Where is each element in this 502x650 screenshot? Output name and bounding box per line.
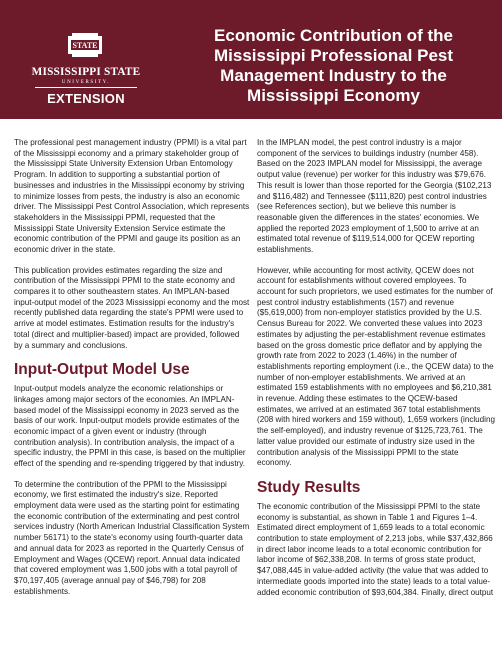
- intro-paragraph: The professional pest management industry (PPMI) is a vital part of the Mississippi economy and a primary stakeholder group of the Mississippi State University Extension Urban Entomology Program. In addition to supporting a substantial portion of businesses and industries in the Mississippi economy by striving to minimize losses from pests, the industry is also an economic driver. The Mississippi Pest Control Association, which represents stakeholders in the Mississippi PPMI, requested that the Mississippi State University Extension Service estimate the economic contribution of the PPMI and gauge its position as an economic driver in the state.: [14, 138, 250, 255]
- svg-text:STATE: STATE: [72, 41, 98, 50]
- state-shield-icon: [66, 32, 104, 58]
- page-title: [165, 20, 502, 110]
- title-line: Economic Contribution of the: [214, 26, 453, 45]
- section-heading-study-results: Study Results: [257, 478, 361, 496]
- title-line: Mississippi Economy: [247, 86, 420, 105]
- title-line: Management Industry to the: [220, 66, 447, 85]
- left-column: [14, 138, 250, 607]
- logo-university-word: UNIVERSITY.: [61, 80, 111, 85]
- header-banner: [0, 0, 502, 119]
- section-heading-input-output: Input-Output Model Use: [14, 361, 190, 379]
- title-line: Mississippi Professional Pest: [213, 46, 454, 65]
- logo-university-name: MISSISSIPPI STATE: [31, 66, 141, 78]
- results-paragraph: The economic contribution of the Mississippi PPMI to the state economy is substantial, as shown in Table 1 and Figures 1–4. Estimated direct employment of 1,659 leads to a total economic contribution to state employment of 2,213 jobs, while $37,432,866 in direct labor income leads to a total economic contribution for labor income of $62,338,208. In terms of gross state product, $47,088,445 in value-added activity (the value that was added to intermediate goods imported into the state) leads to a total value-added economic contribution of $93,604,384. Finally, direct output: [257, 501, 494, 597]
- logo-divider: [35, 87, 137, 88]
- model-paragraph: Input-output models analyze the economic relationships or linkages among major sectors of the economies. An IMPLAN-based model of the Mississippi economy in 2023 served as the basis of our work. Input-output models provide estimates of the economic impact of a given event or industry (through contribution analysis). In contribution analysis, the impact of a specific industry, the PPMI in this case, is based on the multiplier effect of the spending and re-spending triggered by that industry.: [14, 384, 246, 469]
- logo-extension: EXTENSION: [47, 91, 125, 106]
- overview-paragraph: This publication provides estimates regarding the size and contribution of the Mississippi PPMI to the state economy and compares it to other southeastern states. An IMPLAN-based input-output model of the 2023 Mississippi economy and the most recently published data regarding the state's PPMI were used to arrive at model estimates. Estimation results for the industry's total (direct and multiplier-based) impact are provided, followed by a summary and conclusions.: [14, 265, 250, 350]
- right-column: [257, 138, 495, 608]
- nonemployer-paragraph: However, while accounting for most activity, QCEW does not account for establishments without covered employees. To account for such proprietors, we used estimates for the number of pest control industry establishments (157) and revenue ($5,619,000) from non-employer statistics provided by the U.S. Census Bureau for 2022. We converted these values into 2023 estimates by adjusting the per-establishment revenue estimates based on the gross domestic price deflator and by applying the growth rate from 2022 to 2023 (1.46%) in the number of establishments reporting employment (i.e., the QCEW data) to the number of non-employer establishments. We arrived at an estimated 159 establishments with no employees and $6,210,381 in revenue. Adding these estimates to the QCEW-based estimates, we arrived at an estimated 367 total establishments (208 with hired workers and 159 without), 1,659 workers (including the self-employed), and industry revenue of $125,723,761. The latter value provided our estimate of industry size used in the contribution analysis of the Mississippi PPMI to the state economy.: [257, 265, 495, 468]
- implan-paragraph: In the IMPLAN model, the pest control industry is a major component of the services to buildings industry (number 458). Based on the 2023 IMPLAN model for Mississippi, the average output value (revenue) per worker for this industry was $79,676. This result is lower than those reported for the Georgia ($102,213 and $116,482) and Tennessee ($111,820) pest control industries (see References section), but we believe this number is reasonable given the differences in the states' economies. We applied the reported 2023 employment of 1,500 to arrive at an estimated total revenue of $119,514,000 for QCEW reporting establishments.: [257, 138, 492, 255]
- msu-extension-logo[interactable]: [29, 30, 143, 108]
- industry-size-paragraph: To determine the contribution of the PPMI to the Mississippi economy, we first estimated the industry's size. Reported employment data were used as the starting point for estimating the economic contribution of the exterminating and pest control services industry (North American Industrial Classification System number 56171) to the state's economy using fourth-quarter data and annual data for 2023 as reported in the Quarterly Census of Employment and Wages (QCEW) report. Annual data indicated that covered employment was 1,500 jobs with a total payroll of $70,197,405 (average annual pay of $46,798) for 208 establishments.: [14, 479, 250, 596]
